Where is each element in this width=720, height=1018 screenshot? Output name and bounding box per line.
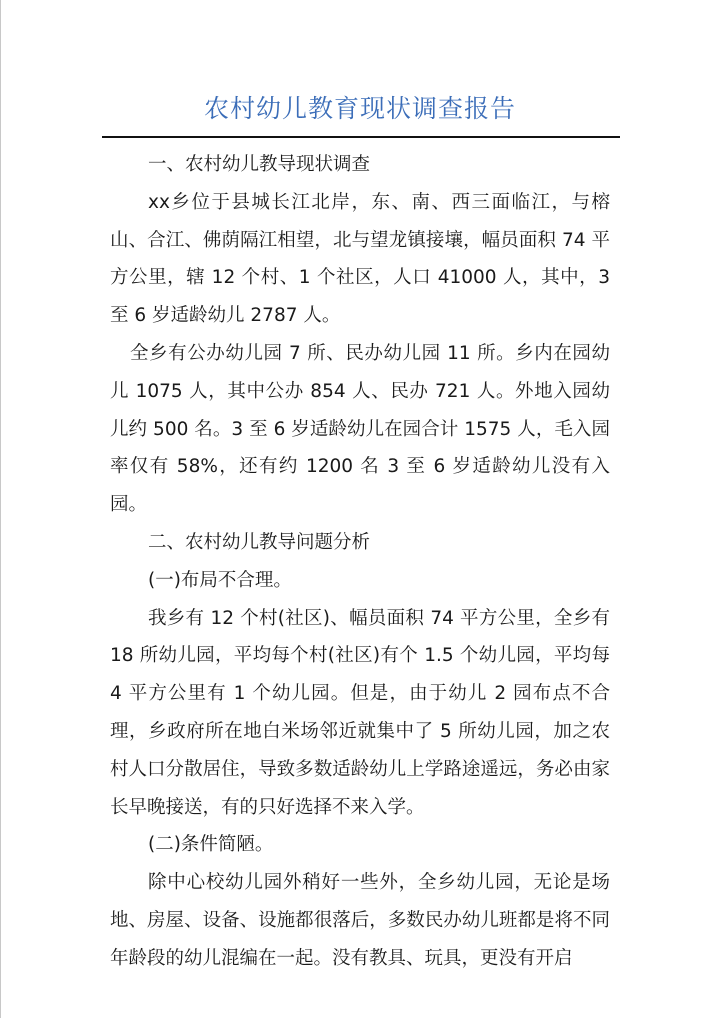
document-title: 农村幼儿教育现状调查报告	[203, 94, 516, 123]
section-heading-2: 二、农村幼儿教导问题分析	[148, 531, 371, 553]
section-heading-1: 一、农村幼儿教导现状调查	[148, 154, 371, 175]
document-body	[110, 146, 610, 978]
paragraph-conditions: 除中心校幼儿园外稍好一些外，全乡幼儿园，无论是场地、房屋、设备、设施都很落后，多数民办幼儿班都是将不同年龄段的幼儿混编在一起。没有教具、玩具，更没有开启	[110, 872, 610, 969]
subheading-conditions: (二)条件简陋。	[148, 834, 274, 856]
page-border	[0, 0, 1, 1018]
subheading-layout: (一)布局不合理。	[148, 569, 292, 591]
paragraph-kindergartens: 全乡有公办幼儿园 7 所、民办幼儿园 11 所。乡内在园幼儿 1075 人，其中公办 854 人、民办 721 人。外地入园幼儿约 500 名。3 至 6 岁适龄幼儿在园合计 1575 人，毛入园率仅有 58%，还有约 1200 名 3 至 6 岁适龄幼儿没有入园。	[110, 342, 610, 516]
paragraph-layout: 我乡有 12 个村(社区)、幅员面积 74 平方公里，全乡有 18 所幼儿园，平均每个村(社区)有个 1.5 个幼儿园，平均每 4 平方公里有 1 个幼儿园。但是，由于幼儿 2 园布点不合理，乡政府所在地白米场邻近就集中了 5 所幼儿园，加之农村人口分散居住，导致多数适龄幼儿上学路途遥远，务必由家长早晚接送，有的只好选择不来入学。	[110, 607, 610, 818]
paragraph-location: xx乡位于县城长江北岸，东、南、西三面临江，与榕山、合江、佛荫隔江相望，北与望龙镇接壤，幅员面积 74 平方公里，辖 12 个村、1 个社区，人口 41000 人，其中，3 至 6 岁适龄幼儿 2787 人。	[110, 191, 610, 327]
title-underline	[102, 136, 620, 138]
